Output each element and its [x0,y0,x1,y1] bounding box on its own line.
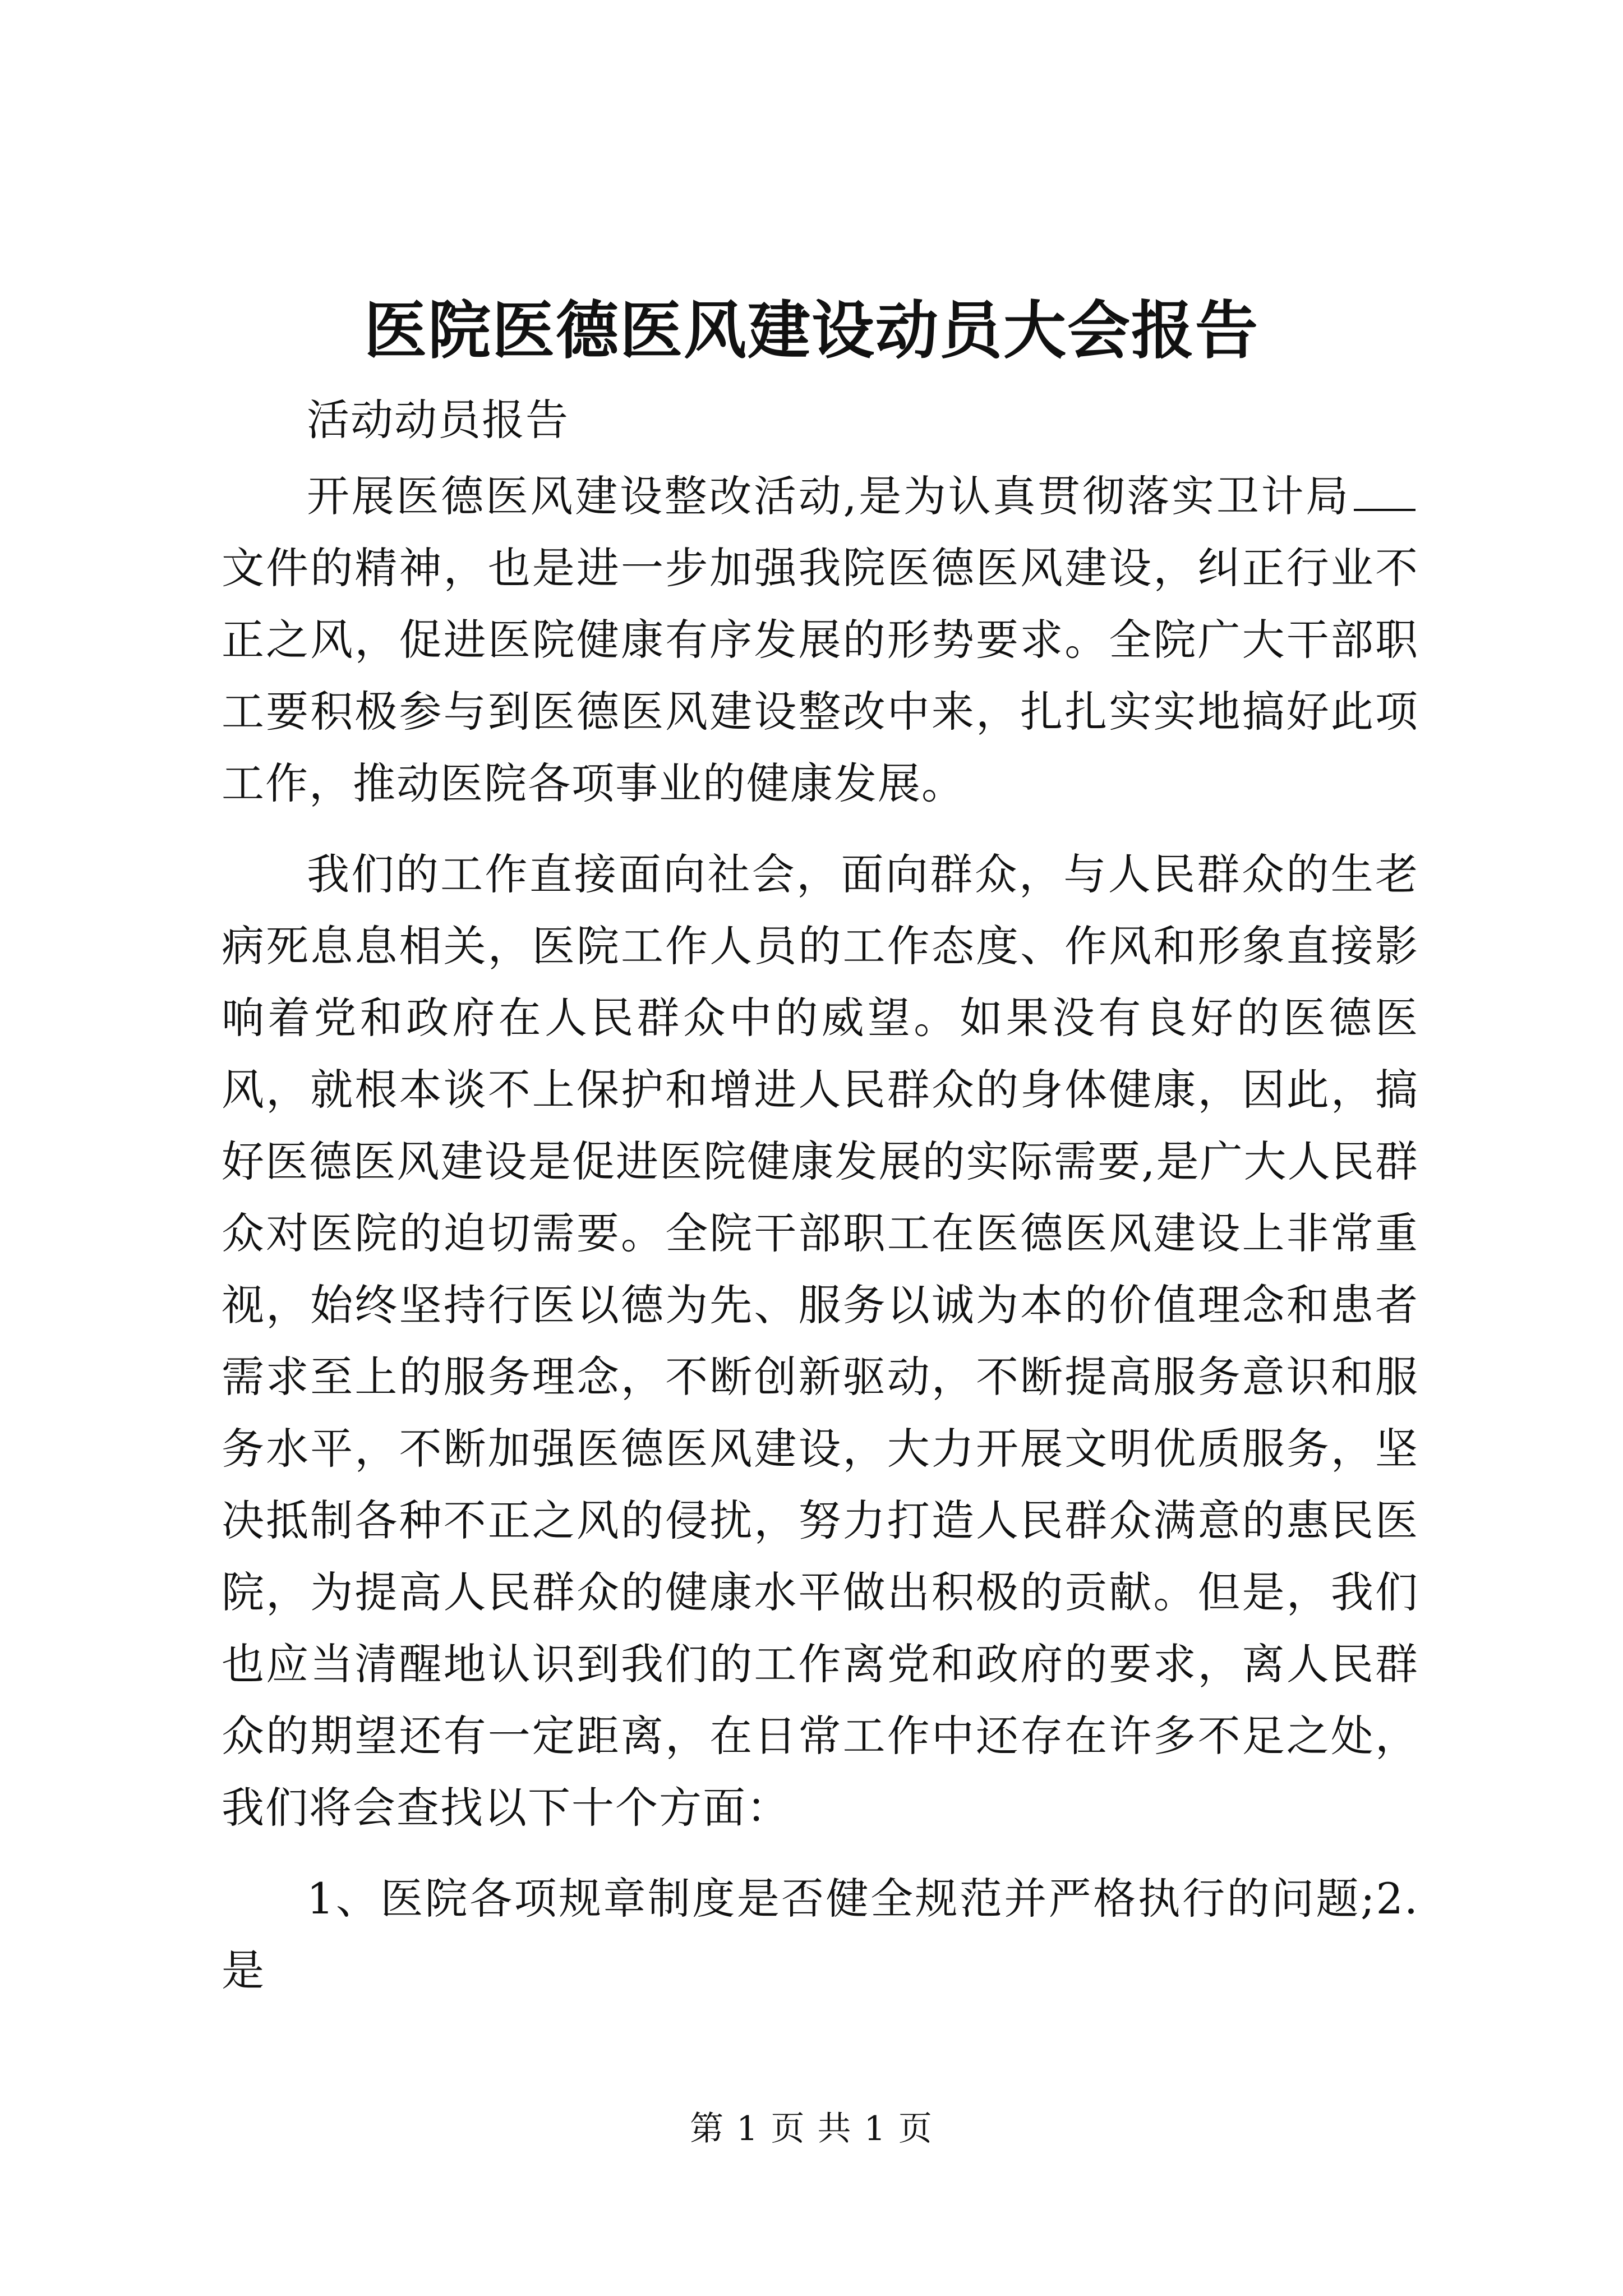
paragraph-3: 1、医院各项规章制度是否健全规范并严格执行的问题;2.是 [222,1874,1419,1995]
blank-fill-line [1354,470,1415,511]
document-body [222,384,1419,2026]
paragraph-2: 我们的工作直接面向社会，面向群众，与人民群众的生老病死息息相关，医院工作人员的工作态度、作风和形象直接影响着党和政府在人民群众中的威望。如果没有良好的医德医风，就根本谈不上保护和增进人民群众的身体健康，因此，搞好医德医风建设是促进医院健康发展的实际需要,是广大人民群众对医院的迫切需要。全院干部职工在医德医风建设上非常重视，始终坚持行医以德为先、服务以诚为本的价值理念和患者需求至上的服务理念，不断创新驱动，不断提高服务意识和服务水平，不断加强医德医风建设，大力开展文明优质服务，坚决抵制各种不正之风的侵扰，努力打造人民群众满意的惠民医院，为提高人民群众的健康水平做出积极的贡献。但是，我们也应当清醒地认识到我们的工作离党和政府的要求，离人民群众的期望还有一定距离，在日常工作中还存在许多不足之处，我们将会查找以下十个方面： [222,849,1419,1833]
paragraph-1-text-start: 开展医德医风建设整改活动,是为认真贯彻落实卫计局 [307,471,1350,521]
paragraph-1-text-end: 文件的精神，也是进一步加强我院医德医风建设，纠正行业不正之风，促进医院健康有序发展的形势要求。全院广大干部职工要积极参与到医德医风建设整改中来，扎扎实实地搞好此项工作，推动医院各项事业的健康发展。 [222,543,1419,808]
page-footer: 第 1 页 共 1 页 [690,2109,933,2148]
paragraph-1 [222,461,1419,820]
document-subtitle: 活动动员报告 [307,395,569,445]
document-title: 医院医德医风建设动员大会报告 [364,294,1259,367]
